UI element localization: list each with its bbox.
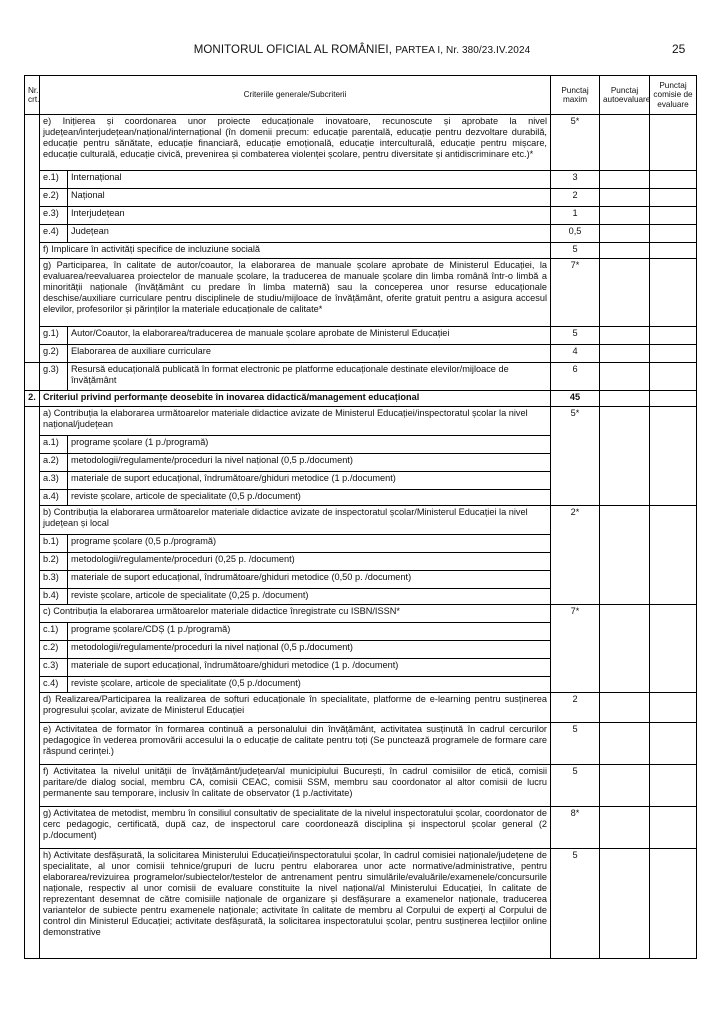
self-score-cell[interactable] <box>600 807 650 849</box>
self-score-cell[interactable] <box>600 207 650 225</box>
table-row <box>25 807 697 849</box>
sub-points: 5 <box>551 327 600 345</box>
commission-score-cell[interactable] <box>650 259 697 327</box>
commission-score-cell[interactable] <box>650 207 697 225</box>
commission-score-cell[interactable] <box>650 807 697 849</box>
self-score-cell[interactable] <box>600 849 650 959</box>
self-score-cell[interactable] <box>600 407 650 506</box>
self-score-cell[interactable] <box>600 243 650 259</box>
page-header-title <box>0 44 724 56</box>
self-score-cell[interactable] <box>600 765 650 807</box>
criteria-h-points: 5 <box>551 849 600 959</box>
commission-score-cell[interactable] <box>650 189 697 207</box>
criteria-f2-text: f) Activitatea la nivelul unității de învățământ/județean/al municipiului București, în cadrul comisiilor de etică, comisii paritare/de dialog social, membru CA, comisii CEAC, comisii SSM, membru sau coordonator al altor comisii de lucru permanente sau temporare, inclusiv în calitate de observator (1 p./activitate) <box>40 765 551 807</box>
sub-points: 2 <box>551 189 600 207</box>
commission-score-cell[interactable] <box>650 243 697 259</box>
page-number: 25 <box>672 42 686 56</box>
sub-code: c.2) <box>40 641 68 659</box>
table-row <box>25 693 697 723</box>
nr-cell-blank <box>25 363 40 391</box>
sub-code: e.2) <box>40 189 68 207</box>
criteria-e-points: 5* <box>551 115 600 171</box>
table-row <box>25 243 697 259</box>
sub-text: Național <box>68 189 551 207</box>
sub-text: Autor/Coautor, la elaborarea/traducerea de manuale școlare aprobate de Ministerul Educației <box>68 327 551 345</box>
self-score-cell[interactable] <box>600 189 650 207</box>
sub-points: 4 <box>551 345 600 363</box>
sub-code: b.1) <box>40 535 68 553</box>
sub-code: e.1) <box>40 171 68 189</box>
table-row <box>25 765 697 807</box>
sub-text: materiale de suport educațional, îndrumătoare/ghiduri metodice (0,50 p. /document) <box>68 571 551 589</box>
criteria-f2-points: 5 <box>551 765 600 807</box>
criteria-f-text: f) Implicare în activități specifice de incluziune socială <box>40 243 551 259</box>
commission-score-cell[interactable] <box>650 765 697 807</box>
header-title-main: MONITORUL OFICIAL AL ROMÂNIEI, <box>193 44 396 56</box>
table-row <box>25 189 697 207</box>
commission-score-cell[interactable] <box>650 407 697 506</box>
criteria-table <box>24 75 697 959</box>
commission-score-cell[interactable] <box>650 849 697 959</box>
criteria-d-points: 2 <box>551 693 600 723</box>
table-row <box>25 259 697 327</box>
commission-score-cell[interactable] <box>650 225 697 243</box>
sub-text: Resursă educațională publicată în format electronic pe platforme educaționale destinate elevilor/mijloace de învățământ <box>68 363 551 391</box>
nr-cell-blank <box>25 115 40 363</box>
table-row <box>25 363 697 391</box>
sub-code: e.3) <box>40 207 68 225</box>
table-row <box>25 723 697 765</box>
self-score-cell[interactable] <box>600 171 650 189</box>
section-2-points: 45 <box>551 391 600 407</box>
section-2-title: Criteriul privind performanțe deosebite în inovarea didactică/management educațional <box>40 391 551 407</box>
table-row <box>25 506 697 535</box>
sub-code: b.3) <box>40 571 68 589</box>
table-row <box>25 391 697 407</box>
sub-text: reviste școlare, articole de specialitate (0,5 p./document) <box>68 490 551 506</box>
sub-code: a.2) <box>40 454 68 472</box>
table-row <box>25 605 697 623</box>
sub-code: a.1) <box>40 436 68 454</box>
self-score-cell[interactable] <box>600 605 650 693</box>
self-score-cell[interactable] <box>600 327 650 345</box>
sub-text: materiale de suport educațional, îndrumătoare/ghiduri metodice (1 p./document) <box>68 472 551 490</box>
sub-text: Interjudețean <box>68 207 551 225</box>
self-score-cell[interactable] <box>600 723 650 765</box>
header-title-part: PARTEA I <box>395 45 441 56</box>
sub-points: 3 <box>551 171 600 189</box>
col-header-nr: Nr. crt. <box>25 76 40 115</box>
sub-code: b.4) <box>40 589 68 605</box>
col-header-max: Punctaj maxim <box>551 76 600 115</box>
criteria-a-text: a) Contribuția la elaborarea următoarelor materiale didactice avizate de Ministerul Educației/inspectoratul școlar la nivel național/județean <box>40 407 551 436</box>
criteria-g-points: 7* <box>551 259 600 327</box>
criteria-a-points: 5* <box>551 407 600 506</box>
sub-code: e.4) <box>40 225 68 243</box>
table-header-row <box>25 76 697 115</box>
self-score-cell[interactable] <box>600 115 650 171</box>
sub-code: b.2) <box>40 553 68 571</box>
section-2-nr: 2. <box>25 391 40 407</box>
criteria-g2-points: 8* <box>551 807 600 849</box>
commission-score-cell[interactable] <box>650 115 697 171</box>
self-score-cell[interactable] <box>600 506 650 605</box>
sub-text: Județean <box>68 225 551 243</box>
sub-text: metodologii/regulamente/proceduri la nivel național (0,5 p./document) <box>68 454 551 472</box>
commission-score-cell[interactable] <box>650 345 697 363</box>
commission-score-cell[interactable] <box>650 693 697 723</box>
table-row <box>25 327 697 345</box>
sub-code: c.1) <box>40 623 68 641</box>
commission-score-cell[interactable] <box>650 327 697 345</box>
sub-code: c.3) <box>40 659 68 677</box>
sub-text: Elaborarea de auxiliare curriculare <box>68 345 551 363</box>
criteria-b-points: 2* <box>551 506 600 605</box>
sub-text: programe școlare (0,5 p./programă) <box>68 535 551 553</box>
table-row <box>25 849 697 959</box>
sub-code: g.3) <box>40 363 68 391</box>
criteria-e2-points: 5 <box>551 723 600 765</box>
commission-score-cell[interactable] <box>650 506 697 605</box>
sub-points: 6 <box>551 363 600 391</box>
self-score-cell[interactable] <box>600 259 650 327</box>
sub-text: Internațional <box>68 171 551 189</box>
table-row <box>25 407 697 436</box>
commission-score-cell[interactable] <box>650 605 697 693</box>
criteria-g-text: g) Participarea, în calitate de autor/coautor, la elaborarea de manuale școlare aprobate de Ministerul Educației, la evaluarea/reevaluarea proiectelor de manuale școlare, la traducerea de manuale școlare din limba română într-o limbă a minorității naționale (învățământ cu predare în limba maternă) sau la conceperea unor resurse educaționale deschise/auxiliare curriculare pentru disciplinele de studiu/mijloace de învățământ, oferite gratuit pentru a asigura accesul elevilor, profesorilor și părinților la materiale educaționale de calitate* <box>40 259 551 327</box>
commission-score-cell[interactable] <box>650 363 697 391</box>
sub-text: reviste școlare, articole de specialitate (0,5 p./document) <box>68 677 551 693</box>
sub-points: 0,5 <box>551 225 600 243</box>
commission-score-cell[interactable] <box>650 171 697 189</box>
sub-code: g.2) <box>40 345 68 363</box>
sub-text: metodologii/regulamente/proceduri (0,25 p. /document) <box>68 553 551 571</box>
nr-cell-blank <box>25 407 40 959</box>
sub-text: reviste școlare, articole de specialitate (0,25 p. /document) <box>68 589 551 605</box>
table-row <box>25 345 697 363</box>
sub-text: programe școlare (1 p./programă) <box>68 436 551 454</box>
self-score-cell[interactable] <box>600 225 650 243</box>
criteria-h-text: h) Activitate desfășurată, la solicitarea Ministerului Educației/inspectoratului școlar, în cadrul comisiei naționale/județene de specialitate, al unor comisii tehnice/grupuri de lucru pentru elaborarea unor acte normative/administrative, pentru elaborarea/revizuirea programelor/subiectelor/testelor de antrenament pentru simulările/evaluările/examenele/concursurile naționale, respectiv al unor comisii de evaluare constituite la nivel național/al Ministerului Educației, în calitate de reprezentant desemnat de către comisiile naționale de organizare și desfășurare a examenelor naționale, traducerea variantelor de subiecte pentru examenele naționale; activitate în calitate de membru al Corpului de experți al Corpului de control din Ministerul Educației; activitate desfășurată, la solicitarea inspectoratului școlar, pentru susținerea lecțiilor online demonstrative <box>40 849 551 959</box>
table-row <box>25 207 697 225</box>
self-score-cell[interactable] <box>600 391 650 407</box>
sub-code: g.1) <box>40 327 68 345</box>
self-score-cell[interactable] <box>600 363 650 391</box>
sub-code: c.4) <box>40 677 68 693</box>
sub-text: metodologii/regulamente/proceduri la nivel național (0,5 p./document) <box>68 641 551 659</box>
criteria-c-points: 7* <box>551 605 600 693</box>
col-header-self: Punctaj autoevaluare <box>600 76 650 115</box>
table-row <box>25 225 697 243</box>
sub-points: 1 <box>551 207 600 225</box>
self-score-cell[interactable] <box>600 693 650 723</box>
sub-code: a.4) <box>40 490 68 506</box>
commission-score-cell[interactable] <box>650 391 697 407</box>
criteria-b-text: b) Contribuția la elaborarea următoarelor materiale didactice avizate de inspectoratul școlar/Ministerul Educației la nivel județean și local <box>40 506 551 535</box>
table-row <box>25 115 697 171</box>
criteria-d-text: d) Realizarea/Participarea la realizarea de softuri educaționale în specialitate, platforme de e-learning pentru susținerea progresului școlar, avizate de Ministerul Educației <box>40 693 551 723</box>
header-title-rest: , Nr. 380/23.IV.2024 <box>440 45 531 56</box>
sub-text: materiale de suport educațional, îndrumătoare/ghiduri metodice (1 p. /document) <box>68 659 551 677</box>
self-score-cell[interactable] <box>600 345 650 363</box>
sub-text: programe școlare/CDȘ (1 p./programă) <box>68 623 551 641</box>
col-header-commission: Punctaj comisie de evaluare <box>650 76 697 115</box>
criteria-g2-text: g) Activitatea de metodist, membru în consiliul consultativ de specialitate de la nivelul inspectoratului școlar, coordonator de cerc pedagogic, certificată, după caz, de inspectorul care coordonează disciplina și inspectorul școlar general (2 p./document) <box>40 807 551 849</box>
criteria-e2-text: e) Activitatea de formator în formarea continuă a personalului din învățământ, activitatea susținută în cadrul cercurilor pedagogice în vederea promovării accesului la o educație de calitate pentru toți (Se punctează programele de formare care răspund cerinței.) <box>40 723 551 765</box>
col-header-criteria: Criteriile generale/Subcriterii <box>40 76 551 115</box>
sub-code: a.3) <box>40 472 68 490</box>
table-row <box>25 171 697 189</box>
criteria-f-points: 5 <box>551 243 600 259</box>
commission-score-cell[interactable] <box>650 723 697 765</box>
criteria-e-text: e) Inițierea și coordonarea unor proiecte educaționale inovatoare, recunoscute și aprobate la nivel județean/interjudețean/național/internațional (în domenii precum: educație parentală, educație pentru dezvoltare durabilă, educație pentru sănătate, educație financiară, educație emoțională, educație interculturală, educație pentru mișcare, educație culturală, educație civică, prevenirea și combaterea violenței școlare, pentru diversitate și antidiscriminare etc.)* <box>40 115 551 171</box>
criteria-c-text: c) Contribuția la elaborarea următoarelor materiale didactice înregistrate cu ISBN/ISSN* <box>40 605 551 623</box>
